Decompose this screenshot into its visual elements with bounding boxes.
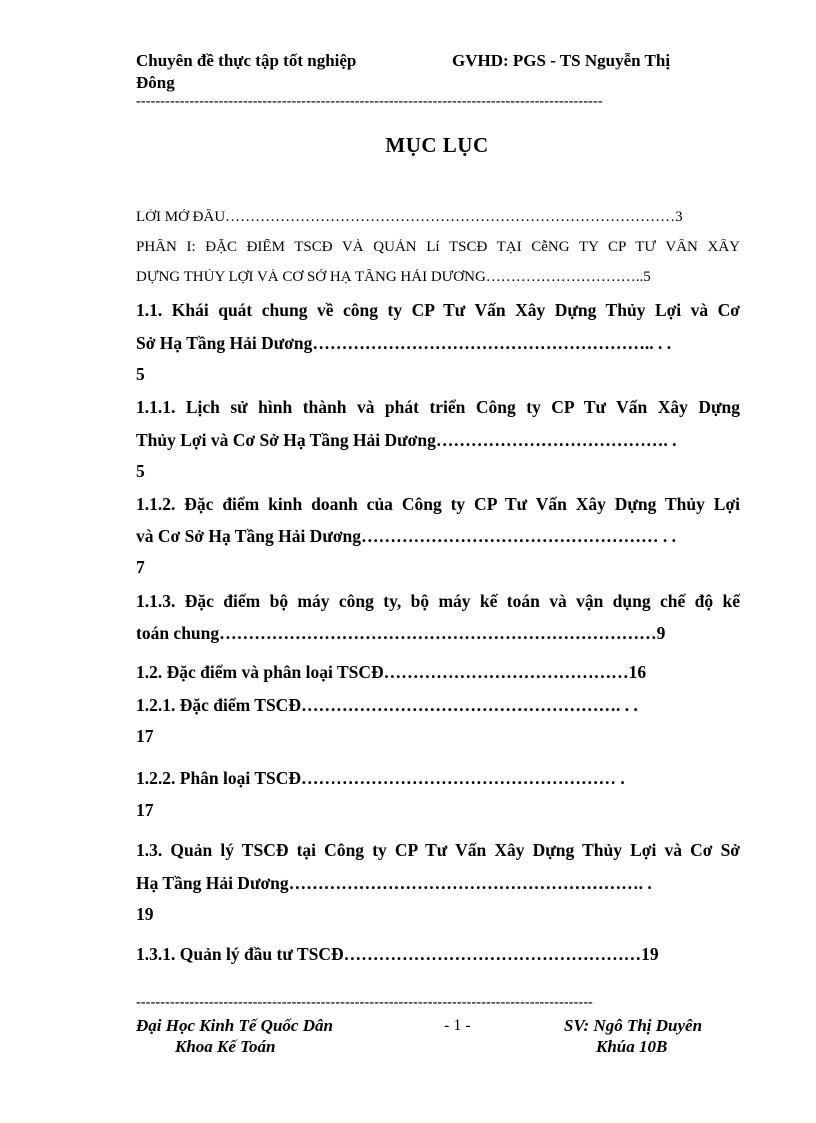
header-rule: ------------------------------------------------------------------------------------------------ [136, 94, 603, 109]
toc-entry-1-1-page: 5 [136, 364, 145, 384]
toc-entry-1-1-3: 1.1.3. Đặc điểm bộ máy công ty, bộ máy kế toán và vận dụng chế độ kế [136, 591, 740, 611]
toc-entry-1-2-2: 1.2.2. Phân loại TSCĐ……………………………………………… . [136, 768, 625, 788]
toc-entry-1-1-3-cont: toán chung…………………………………………………………………9 [136, 623, 666, 643]
toc-entry-phan-1: PHẦN I: ĐẶC ĐIỂM TSCĐ VÀ QUẢN Lí TSCĐ TẠI CễNG TY CP TƯ VẤN XÂY [136, 239, 740, 255]
toc-entry-1-2-2-page: 17 [136, 800, 154, 820]
toc-entry-1-2-1-page: 17 [136, 726, 154, 746]
header-left: Chuyên đề thực tập tốt nghiệp [136, 51, 357, 70]
page-number: - 1 - [444, 1017, 471, 1034]
toc-entry-phan-1-cont: DỰNG THỦY LỢI VÀ CƠ SỞ HẠ TẦNG HẢI DƯƠNG…………………………..5 [136, 269, 651, 285]
toc-entry-1-1-2: 1.1.2. Đặc điểm kinh doanh của Công ty CP Tư Vấn Xây Dựng Thủy Lợi [136, 494, 740, 514]
toc-entry-1-3-1: 1.3.1. Quản lý đầu tư TSCĐ……………………………………………19 [136, 944, 659, 964]
toc-entry-loi-mo-dau: LỜI MỞ ĐẦU………………………………………………………………………………3 [136, 209, 683, 225]
toc-entry-1-2-1: 1.2.1. Đặc điểm TSCĐ………………………………………………. . . [136, 695, 638, 715]
toc-entry-1-1-2-cont: và Cơ Sở Hạ Tầng Hải Dương…………………………………………… . . [136, 526, 676, 546]
toc-entry-1-2: 1.2. Đặc điểm và phân loại TSCĐ……………………………………16 [136, 662, 647, 682]
toc-entry-1-3: 1.3. Quản lý TSCĐ tại Công ty CP Tư Vấn Xây Dựng Thủy Lợi và Cơ Sở [136, 840, 740, 860]
footer-student: SV: Ngô Thị Duyên [564, 1016, 703, 1035]
header-continuation: Đông [136, 73, 175, 92]
page-title: MỤC LỤC [385, 133, 489, 157]
toc-entry-1-3-cont: Hạ Tầng Hải Dương……………………………………………………. . [136, 873, 652, 893]
toc-entry-1-1-1-page: 5 [136, 461, 145, 481]
footer-faculty: Khoa Kế Toán [175, 1037, 276, 1056]
toc-entry-1-1-1-cont: Thủy Lợi và Cơ Sở Hạ Tầng Hải Dương…………………………………. . [136, 430, 677, 450]
footer-rule: ---------------------------------------------------------------------------------------------- [136, 995, 594, 1010]
footer-class: Khúa 10B [596, 1037, 668, 1056]
toc-entry-1-3-page: 19 [136, 904, 154, 924]
toc-entry-1-1-2-page: 7 [136, 557, 145, 577]
toc-entry-1-1: 1.1. Khái quát chung về công ty CP Tư Vấn Xây Dựng Thủy Lợi và Cơ [136, 300, 740, 320]
footer-university: Đại Học Kinh Tế Quốc Dân [136, 1016, 333, 1035]
toc-entry-1-1-cont: Sở Hạ Tầng Hải Dương………………………………………………….. . . [136, 333, 672, 353]
toc-entry-1-1-1: 1.1.1. Lịch sử hình thành và phát triển Công ty CP Tư Vấn Xây Dựng [136, 397, 740, 417]
header-right: GVHD: PGS - TS Nguyễn Thị [452, 51, 671, 70]
